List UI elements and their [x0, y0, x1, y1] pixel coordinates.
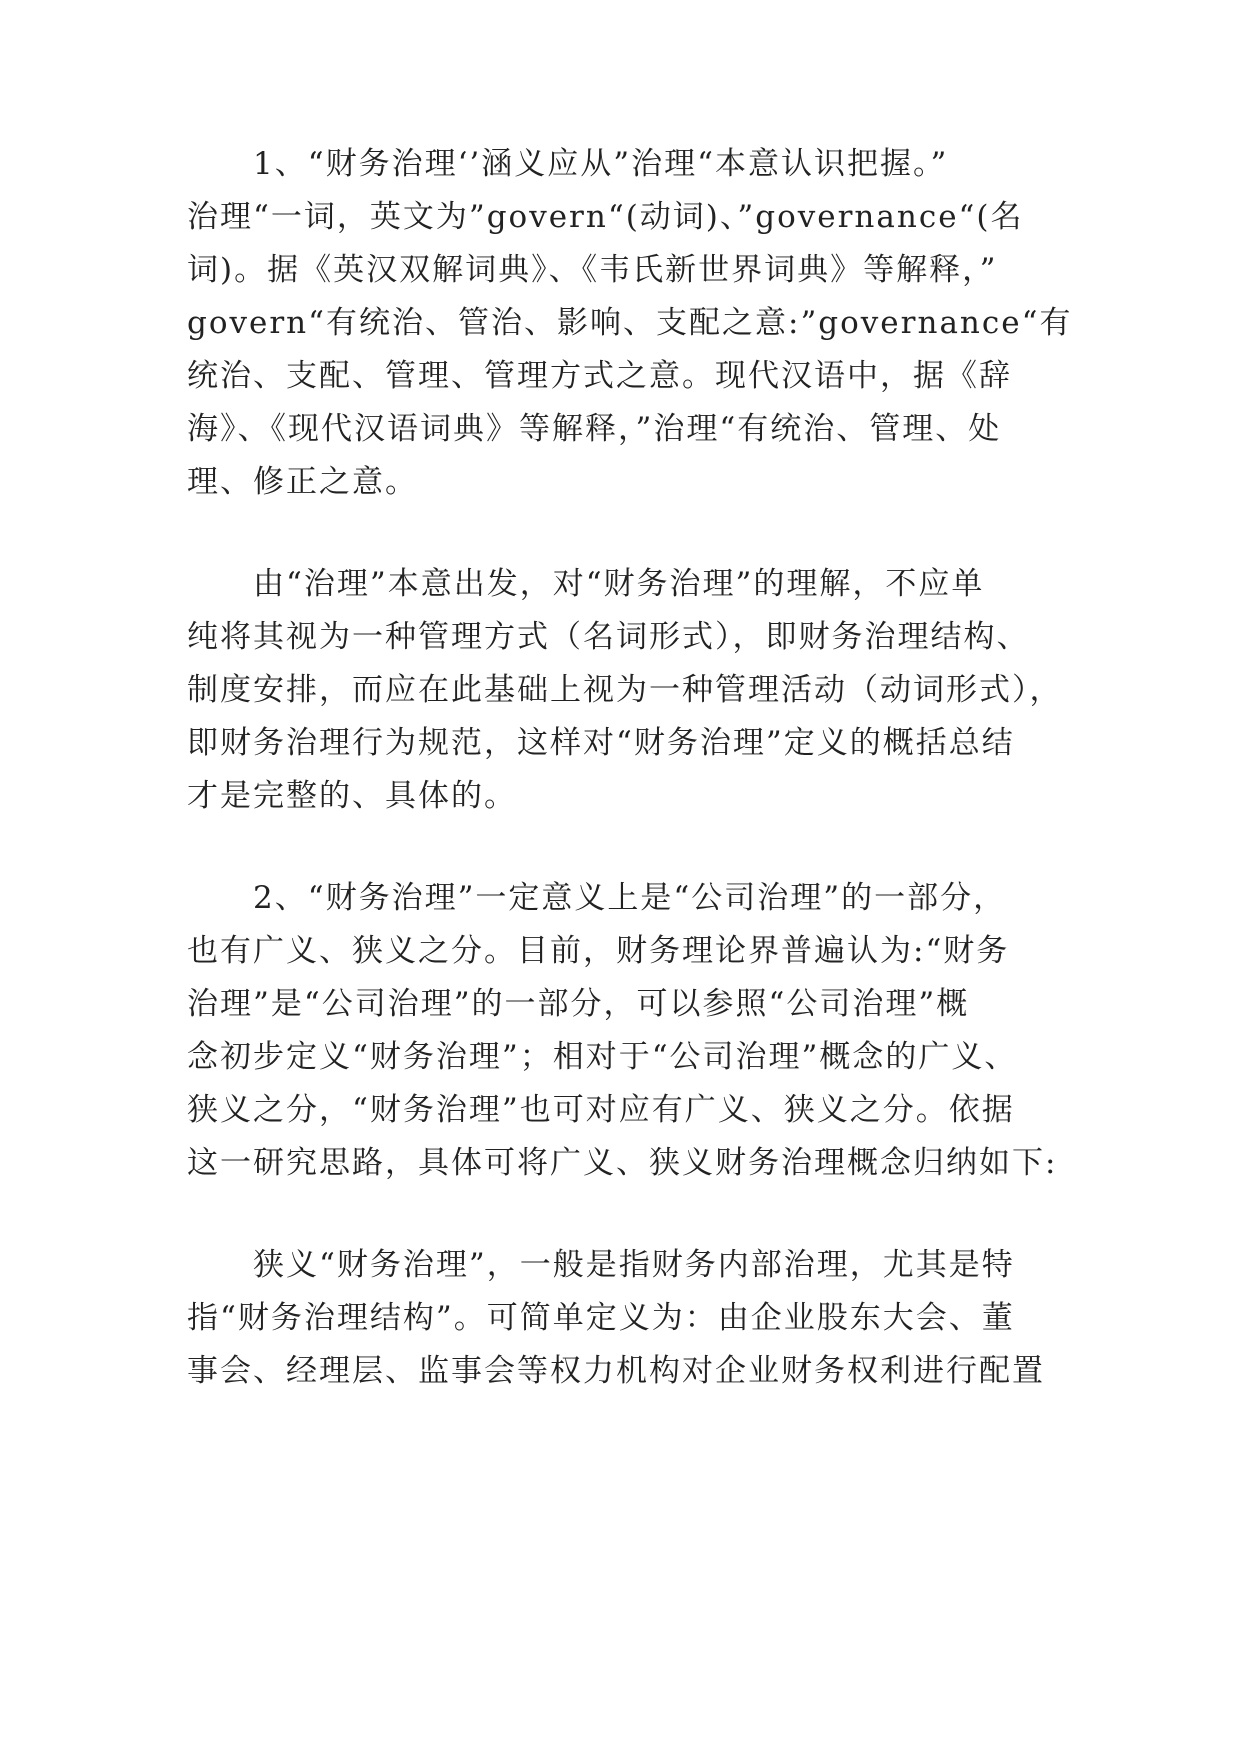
- paragraph-2-line-3: 制度安排，而应在此基础上视为一种管理活动（动词形式），: [187, 672, 1063, 708]
- paragraph-4-line-3: 事会、经理层、监事会等权力机构对企业财务权利进行配置: [187, 1353, 1045, 1389]
- paragraph-1-line-6: 海》、《现代汉语词典》等解释，”治理“有统治、管理、处: [187, 411, 1002, 447]
- paragraph-3-line-1: 2、“财务治理”一定意义上是“公司治理”的一部分，: [187, 880, 1007, 916]
- paragraph-3-line-3: 治理”是“公司治理”的一部分，可以参照“公司治理”概: [187, 986, 970, 1022]
- paragraph-3-line-4: 念初步定义“财务治理”；相对于“公司治理”概念的广义、: [187, 1039, 1018, 1075]
- paragraph-2-line-2: 纯将其视为一种管理方式（名词形式），即财务治理结构、: [187, 619, 1030, 655]
- paragraph-1-line-7: 理、修正之意。: [187, 464, 418, 500]
- paragraph-2-line-5: 才是完整的、具体的。: [187, 778, 517, 814]
- paragraph-4-line-1: 狭义“财务治理”，一般是指财务内部治理，尤其是特: [187, 1247, 1015, 1283]
- paragraph-2-line-1: 由“治理”本意出发，对“财务治理”的理解，不应单: [187, 566, 985, 602]
- paragraph-1-line-2: 治理“一词，英文为”govern“(动词)、”governance“(名: [187, 199, 1024, 235]
- paragraph-3-line-5: 狭义之分，“财务治理”也可对应有广义、狭义之分。依据: [187, 1092, 1015, 1128]
- paragraph-3-line-2: 也有广义、狭义之分。目前，财务理论界普遍认为:“财务: [187, 933, 1010, 969]
- paragraph-2-line-4: 即财务治理行为规范，这样对“财务治理”定义的概括总结: [187, 725, 1015, 761]
- paragraph-1-line-1: 1、“财务治理‘’涵义应从”治理“本意认识把握。”: [187, 146, 949, 182]
- paragraph-4-line-2: 指“财务治理结构”。可简单定义为：由企业股东大会、董: [187, 1300, 1015, 1336]
- paragraph-1-line-4: govern“有统治、管治、影响、支配之意:”governance“有: [187, 305, 1073, 341]
- paragraph-1-line-3: 词)。据《英汉双解词典》、《韦氏新世界词典》等解释，”: [187, 252, 998, 288]
- paragraph-1-line-5: 统治、支配、管理、管理方式之意。现代汉语中，据《辞: [187, 358, 1012, 394]
- paragraph-3-line-6: 这一研究思路，具体可将广义、狭义财务治理概念归纳如下:: [187, 1145, 1058, 1181]
